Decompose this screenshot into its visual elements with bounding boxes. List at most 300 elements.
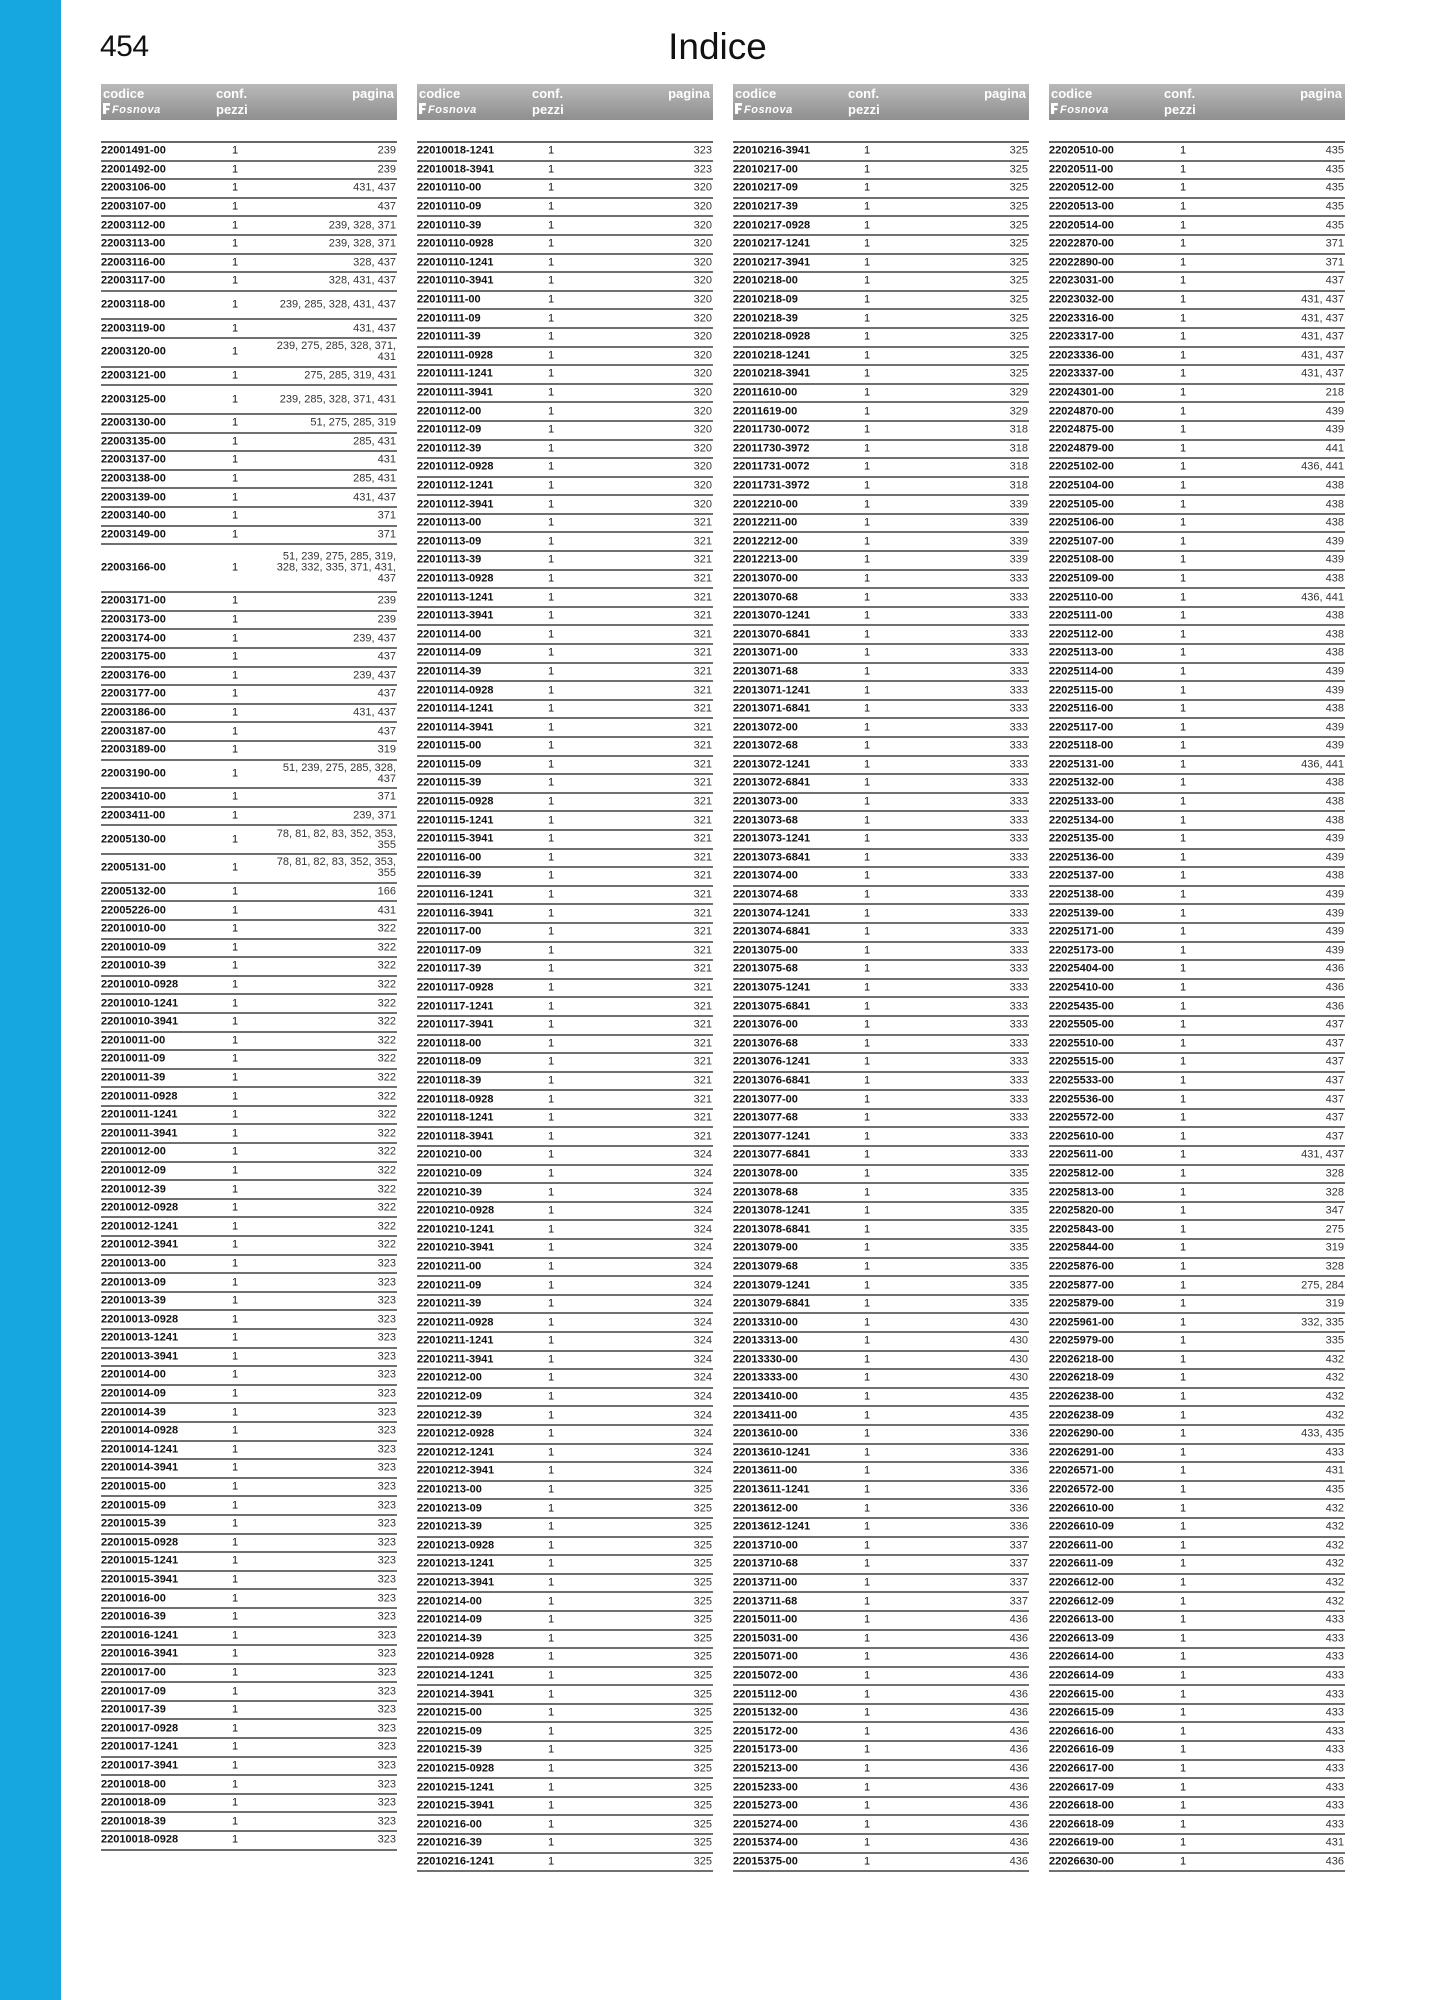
item-code: 22025505-00: [1049, 1018, 1114, 1031]
item-code: 22010210-0928: [417, 1204, 495, 1217]
table-row: [1049, 608, 1345, 627]
item-conf: 1: [1180, 851, 1187, 864]
item-conf: 1: [864, 293, 871, 306]
column-header: [733, 84, 1029, 120]
table-row: [101, 273, 397, 292]
table-row: [1049, 1166, 1345, 1185]
item-code: 22010011-1241: [101, 1108, 178, 1121]
table-row: [417, 589, 713, 608]
item-conf: 1: [232, 1090, 239, 1103]
item-conf: 1: [864, 1148, 871, 1161]
item-conf: 1: [232, 687, 239, 700]
item-code: 22010118-00: [417, 1037, 482, 1050]
table-row: [101, 489, 397, 508]
item-pages: 239, 437: [353, 669, 396, 682]
item-pages: 337: [1009, 1595, 1028, 1608]
item-code: 22010210-3941: [417, 1241, 495, 1254]
table-row: [417, 366, 713, 385]
table-row: [1049, 924, 1345, 943]
item-pages: 333: [1009, 1074, 1028, 1087]
item-pages: 431, 437: [353, 322, 396, 335]
table-row: [417, 850, 713, 869]
item-conf: 1: [864, 628, 871, 641]
item-conf: 1: [232, 1759, 239, 1772]
index-column-2: [417, 84, 713, 1872]
column-header: [101, 84, 397, 120]
item-pages: 322: [377, 959, 396, 972]
table-row: [417, 1407, 713, 1426]
item-pages: 323: [377, 1331, 396, 1344]
item-pages: 333: [1009, 609, 1028, 622]
item-code: 22010011-0928: [101, 1090, 178, 1103]
item-conf: 1: [864, 702, 871, 715]
item-conf: 1: [864, 814, 871, 827]
item-pages: 335: [1009, 1186, 1028, 1199]
item-conf: 1: [1180, 1371, 1187, 1384]
item-conf: 1: [1180, 1799, 1187, 1812]
table-row: [101, 339, 397, 368]
table-row: [733, 887, 1029, 906]
item-code: 22025572-00: [1049, 1111, 1114, 1124]
item-pages: 321: [693, 962, 712, 975]
index-column-4: [1049, 84, 1345, 1872]
table-row: [101, 808, 397, 827]
item-code: 22022870-00: [1049, 237, 1114, 250]
item-code: 22010213-39: [417, 1520, 482, 1533]
table-row: [417, 868, 713, 887]
item-conf: 1: [232, 1666, 239, 1679]
item-code: 22010216-39: [417, 1836, 482, 1849]
item-conf: 1: [548, 1520, 555, 1533]
item-code: 22010117-09: [417, 944, 482, 957]
item-pages: 321: [693, 702, 712, 715]
item-code: 22023316-00: [1049, 312, 1114, 325]
item-code: 22010218-1241: [733, 349, 811, 362]
table-row: [733, 608, 1029, 627]
item-conf: 1: [548, 1260, 555, 1273]
item-pages: 321: [693, 1093, 712, 1106]
item-conf: 1: [548, 1650, 555, 1663]
table-row: [101, 1702, 397, 1721]
item-code: 22013075-6841: [733, 1000, 811, 1013]
item-conf: 1: [864, 423, 871, 436]
header-conf-line2: pezzi: [848, 102, 880, 117]
item-conf: 1: [548, 423, 555, 436]
item-pages: 325: [1009, 219, 1028, 232]
brand-name: Fosnova: [112, 104, 161, 116]
item-pages: 320: [693, 423, 712, 436]
item-code: 22010117-39: [417, 962, 482, 975]
header-conf-line2: pezzi: [216, 102, 248, 117]
item-code: 22013078-00: [733, 1167, 798, 1180]
item-pages: 323: [377, 1536, 396, 1549]
item-code: 22020514-00: [1049, 219, 1114, 232]
header-pagina: pagina: [352, 86, 394, 101]
item-conf: 1: [548, 888, 555, 901]
table-row: [101, 705, 397, 724]
item-conf: 1: [548, 237, 555, 250]
table-row: [101, 761, 397, 790]
item-code: 22026218-00: [1049, 1353, 1114, 1366]
item-code: 22025515-00: [1049, 1055, 1114, 1068]
item-code: 22003137-00: [101, 453, 166, 466]
item-conf: 1: [548, 1000, 555, 1013]
item-conf: 1: [232, 1573, 239, 1586]
table-row: [101, 1442, 397, 1461]
item-pages: 430: [1009, 1353, 1028, 1366]
item-code: 22005132-00: [101, 885, 166, 898]
item-code: 22010013-00: [101, 1257, 166, 1270]
item-code: 22013074-6841: [733, 925, 811, 938]
item-pages: 432: [1325, 1557, 1344, 1570]
item-conf: 1: [232, 1703, 239, 1716]
item-pages: 439: [1325, 888, 1344, 901]
item-conf: 1: [864, 962, 871, 975]
item-code: 22011730-3972: [733, 442, 810, 455]
item-pages: 433: [1325, 1725, 1344, 1738]
item-pages: 433: [1325, 1706, 1344, 1719]
item-code: 22025961-00: [1049, 1316, 1114, 1329]
item-code: 22013070-1241: [733, 609, 811, 622]
item-pages: 333: [1009, 628, 1028, 641]
item-code: 22013079-68: [733, 1260, 798, 1273]
item-pages: 323: [377, 1517, 396, 1530]
table-row: [101, 1051, 397, 1070]
item-pages: 323: [377, 1276, 396, 1289]
item-code: 22013076-68: [733, 1037, 798, 1050]
item-pages: 323: [377, 1480, 396, 1493]
item-pages: 436: [1009, 1632, 1028, 1645]
item-conf: 1: [548, 1818, 555, 1831]
item-code: 22015071-00: [733, 1650, 798, 1663]
item-code: 22013073-1241: [733, 832, 811, 845]
item-pages: 325: [693, 1502, 712, 1515]
item-code: 22026616-09: [1049, 1743, 1114, 1756]
item-pages: 323: [377, 1406, 396, 1419]
item-conf: 1: [232, 1071, 239, 1084]
item-pages: 321: [693, 591, 712, 604]
table-row: [101, 1181, 397, 1200]
item-pages: 438: [1325, 609, 1344, 622]
item-conf: 1: [548, 274, 555, 287]
table-row: [417, 1036, 713, 1055]
item-conf: 1: [864, 386, 871, 399]
item-pages: 320: [693, 367, 712, 380]
item-pages: 325: [693, 1539, 712, 1552]
item-pages: 432: [1325, 1409, 1344, 1422]
table-row: [417, 1835, 713, 1854]
table-row: [417, 1017, 713, 1036]
table-row: [417, 496, 713, 515]
item-conf: 1: [1180, 591, 1187, 604]
table-row: [1049, 366, 1345, 385]
item-conf: 1: [1180, 981, 1187, 994]
item-code: 22013070-6841: [733, 628, 811, 641]
item-conf: 1: [1180, 1762, 1187, 1775]
item-pages: 325: [693, 1855, 712, 1868]
item-conf: 1: [548, 1836, 555, 1849]
table-row: [101, 1720, 397, 1739]
item-pages: 438: [1325, 516, 1344, 529]
item-pages: 166: [377, 885, 396, 898]
item-conf: 1: [864, 330, 871, 343]
table-row: [101, 612, 397, 631]
item-pages: 431, 437: [353, 181, 396, 194]
table-row: [1049, 905, 1345, 924]
item-pages: 321: [693, 776, 712, 789]
table-row: [417, 329, 713, 348]
item-pages: 328: [1325, 1186, 1344, 1199]
item-pages: 323: [377, 1833, 396, 1846]
item-code: 22011730-0072: [733, 423, 810, 436]
item-conf: 1: [864, 869, 871, 882]
item-pages: 333: [1009, 776, 1028, 789]
brand-logo: [1051, 103, 1109, 116]
table-row: [1049, 961, 1345, 980]
item-pages: 239: [377, 613, 396, 626]
table-row: [733, 496, 1029, 515]
item-conf: 1: [232, 298, 239, 311]
item-conf: 1: [864, 1799, 871, 1812]
item-conf: 1: [1180, 1725, 1187, 1738]
item-pages: 322: [377, 1183, 396, 1196]
item-conf: 1: [1180, 888, 1187, 901]
item-code: 22010118-1241: [417, 1111, 494, 1124]
item-conf: 1: [864, 1390, 871, 1403]
item-code: 22010211-1241: [417, 1334, 494, 1347]
item-conf: 1: [864, 1502, 871, 1515]
item-pages: 438: [1325, 498, 1344, 511]
item-conf: 1: [232, 1387, 239, 1400]
item-pages: 333: [1009, 665, 1028, 678]
item-pages: 432: [1325, 1371, 1344, 1384]
item-pages: 324: [693, 1427, 712, 1440]
table-row: [417, 571, 713, 590]
item-conf: 1: [232, 1647, 239, 1660]
item-pages: 436: [1325, 981, 1344, 994]
item-code: 22010116-00: [417, 851, 482, 864]
item-code: 22010114-1241: [417, 702, 494, 715]
item-code: 22013071-68: [733, 665, 798, 678]
table-row: [1049, 1184, 1345, 1203]
item-code: 22010218-09: [733, 293, 798, 306]
item-pages: 439: [1325, 405, 1344, 418]
item-code: 22025108-00: [1049, 553, 1114, 566]
item-conf: 1: [1180, 237, 1187, 250]
item-code: 22015233-00: [733, 1781, 798, 1794]
item-pages: 433: [1325, 1613, 1344, 1626]
item-pages: 239, 437: [353, 632, 396, 645]
item-pages: 436: [1009, 1688, 1028, 1701]
item-pages: 321: [693, 1111, 712, 1124]
item-pages: 441: [1325, 442, 1344, 455]
item-code: 22010111-00: [417, 293, 481, 306]
item-code: 22013075-1241: [733, 981, 811, 994]
item-pages: 321: [693, 795, 712, 808]
table-row: [1049, 1389, 1345, 1408]
table-row: [417, 1073, 713, 1092]
item-pages: 433, 435: [1301, 1427, 1344, 1440]
table-row: [733, 552, 1029, 571]
item-pages: 325: [693, 1632, 712, 1645]
item-pages: 322: [377, 1145, 396, 1158]
item-conf: 1: [548, 1483, 555, 1496]
item-code: 22013410-00: [733, 1390, 798, 1403]
item-code: 22025139-00: [1049, 907, 1114, 920]
item-code: 22010210-00: [417, 1148, 482, 1161]
item-conf: 1: [1180, 1502, 1187, 1515]
item-conf: 1: [232, 1294, 239, 1307]
item-pages: 430: [1009, 1316, 1028, 1329]
item-code: 22010017-00: [101, 1666, 166, 1679]
item-pages: 431, 437: [1301, 330, 1344, 343]
item-code: 22003112-00: [101, 219, 166, 232]
item-conf: 1: [232, 941, 239, 954]
item-conf: 1: [232, 1796, 239, 1809]
item-conf: 1: [548, 367, 555, 380]
item-pages: 333: [1009, 721, 1028, 734]
item-code: 22010112-3941: [417, 498, 494, 511]
item-pages: 321: [693, 516, 712, 529]
item-pages: 431, 437: [1301, 349, 1344, 362]
table-row: [733, 980, 1029, 999]
table-row: [733, 1259, 1029, 1278]
item-conf: 1: [1180, 163, 1187, 176]
item-conf: 1: [548, 907, 555, 920]
table-row: [417, 515, 713, 534]
item-conf: 1: [548, 1130, 555, 1143]
item-code: 22010216-00: [417, 1818, 482, 1831]
item-conf: 1: [232, 1350, 239, 1363]
item-code: 22025979-00: [1049, 1334, 1114, 1347]
item-pages: 333: [1009, 795, 1028, 808]
item-code: 22023336-00: [1049, 349, 1114, 362]
item-code: 22026617-09: [1049, 1781, 1114, 1794]
item-code: 22010214-0928: [417, 1650, 495, 1663]
item-conf: 1: [864, 200, 871, 213]
table-row: [733, 515, 1029, 534]
item-code: 22010012-3941: [101, 1238, 179, 1251]
item-pages: 439: [1325, 684, 1344, 697]
item-pages: 433: [1325, 1818, 1344, 1831]
item-pages: 436: [1325, 1855, 1344, 1868]
item-pages: 51, 275, 285, 319: [310, 416, 396, 429]
item-code: 22010115-00: [417, 739, 482, 752]
item-code: 22025131-00: [1049, 758, 1114, 771]
item-code: 22010215-0928: [417, 1762, 495, 1775]
item-code: 22003119-00: [101, 322, 166, 335]
item-pages: 325: [1009, 367, 1028, 380]
item-pages: 333: [1009, 869, 1028, 882]
item-conf: 1: [548, 312, 555, 325]
table-row: [1049, 980, 1345, 999]
table-row: [101, 1163, 397, 1182]
item-conf: 1: [1180, 1650, 1187, 1663]
table-row: [417, 1854, 713, 1873]
item-pages: 339: [1009, 553, 1028, 566]
table-row: [733, 217, 1029, 236]
item-code: 22026618-00: [1049, 1799, 1114, 1812]
item-code: 22010214-39: [417, 1632, 482, 1645]
item-code: 22010213-1241: [417, 1557, 495, 1570]
table-row: [417, 626, 713, 645]
item-code: 22010118-0928: [417, 1093, 494, 1106]
item-conf: 1: [548, 1316, 555, 1329]
item-pages: 336: [1009, 1520, 1028, 1533]
item-conf: 1: [232, 1685, 239, 1698]
item-code: 22026290-00: [1049, 1427, 1114, 1440]
item-conf: 1: [864, 1706, 871, 1719]
table-row: [101, 320, 397, 339]
item-conf: 1: [1180, 312, 1187, 325]
item-conf: 1: [548, 832, 555, 845]
item-pages: 320: [693, 386, 712, 399]
item-code: 22025107-00: [1049, 535, 1114, 548]
item-conf: 1: [232, 274, 239, 287]
item-pages: 329: [1009, 386, 1028, 399]
item-conf: 1: [232, 861, 239, 874]
item-code: 22010016-3941: [101, 1647, 179, 1660]
table-row: [733, 626, 1029, 645]
table-row: [417, 1240, 713, 1259]
item-conf: 1: [548, 181, 555, 194]
item-code: 22010212-3941: [417, 1464, 495, 1477]
item-conf: 1: [1180, 962, 1187, 975]
item-conf: 1: [864, 516, 871, 529]
table-row: [733, 273, 1029, 292]
item-conf: 1: [232, 1536, 239, 1549]
rows-list: [733, 141, 1029, 1872]
table-row: [1049, 1612, 1345, 1631]
item-conf: 1: [1180, 646, 1187, 659]
item-code: 22010014-00: [101, 1368, 166, 1381]
item-conf: 1: [232, 959, 239, 972]
item-pages: 321: [693, 609, 712, 622]
table-row: [1049, 812, 1345, 831]
item-code: 22010117-3941: [417, 1018, 494, 1031]
brand-logo: [103, 103, 161, 116]
item-pages: 439: [1325, 423, 1344, 436]
item-pages: 320: [693, 237, 712, 250]
item-pages: 325: [1009, 330, 1028, 343]
item-code: 22025114-00: [1049, 665, 1114, 678]
item-pages: 437: [1325, 1111, 1344, 1124]
item-code: 22025109-00: [1049, 572, 1114, 585]
item-pages: 324: [693, 1409, 712, 1422]
table-row: [417, 664, 713, 683]
table-row: [417, 459, 713, 478]
table-row: [101, 826, 397, 855]
item-conf: 1: [232, 369, 239, 382]
item-pages: 437: [1325, 1037, 1344, 1050]
item-conf: 1: [864, 1539, 871, 1552]
item-code: 22010111-1241: [417, 367, 493, 380]
table-row: [417, 1128, 713, 1147]
item-conf: 1: [548, 163, 555, 176]
table-row: [733, 292, 1029, 311]
table-row: [101, 527, 397, 546]
item-conf: 1: [864, 1725, 871, 1738]
item-code: 22003130-00: [101, 416, 166, 429]
table-row: [1049, 682, 1345, 701]
item-pages: 333: [1009, 888, 1028, 901]
item-code: 22010215-39: [417, 1743, 482, 1756]
item-pages: 321: [693, 1018, 712, 1031]
item-code: 22025115-00: [1049, 684, 1114, 697]
item-conf: 1: [1180, 1316, 1187, 1329]
item-code: 22010218-00: [733, 274, 798, 287]
item-code: 22025132-00: [1049, 776, 1114, 789]
